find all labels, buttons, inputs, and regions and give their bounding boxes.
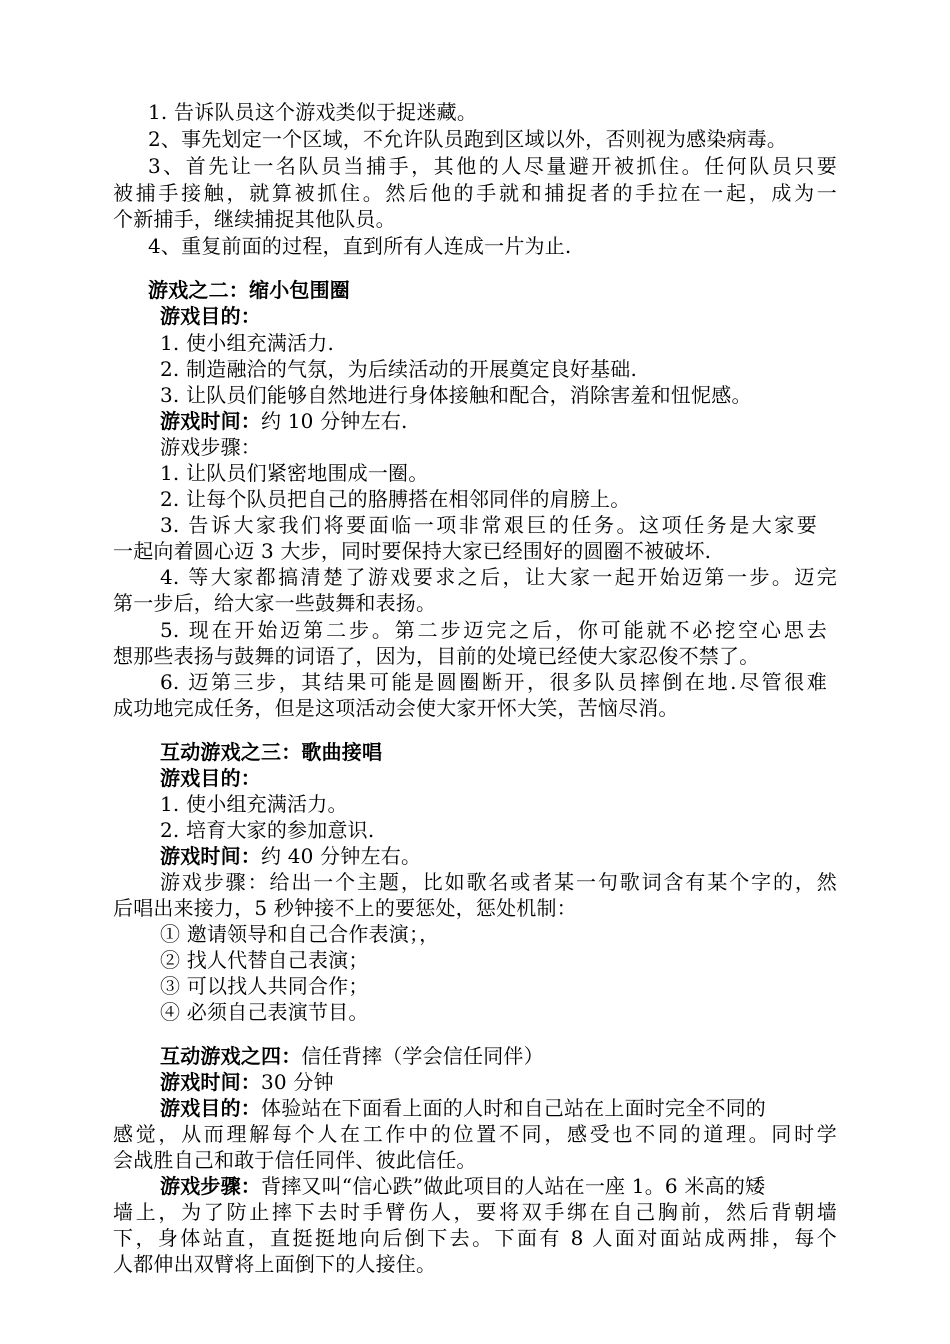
list-item: 5. 现在开始迈第二步。第二步迈完之后，你可能就不必挖空心思去: [160, 618, 827, 642]
paragraph-line: 人都伸出双臂将上面倒下的人接住。: [113, 1252, 437, 1276]
purpose-line: [160, 1095, 837, 1121]
heading-rest: 信任背摔（学会信任同伴）: [301, 1044, 544, 1068]
time-line: [160, 1069, 334, 1095]
steps-label: 游戏步骤：: [160, 435, 261, 459]
paragraph-line: 成功地完成任务，但是这项活动会使大家开怀大笑，苦恼尽消。: [113, 696, 679, 720]
list-item: 1. 使小组充满活力。: [160, 792, 348, 816]
paragraph-line: 感觉，从而理解每个人在工作中的位置不同，感受也不同的道理。同时学: [113, 1122, 837, 1146]
list-item: 2. 制造融洽的气氛，为后续活动的开展奠定良好基础.: [160, 357, 637, 381]
paragraph-line: 后唱出来接力，5 秒钟接不上的要惩处，惩处机制：: [113, 896, 577, 920]
purpose-label: 游戏目的：: [160, 304, 261, 328]
list-item: 4. 等大家都搞清楚了游戏要求之后，让大家一起开始迈第一步。迈完: [160, 565, 837, 589]
paragraph-line: 1. 告诉队员这个游戏类似于捉迷藏。: [148, 100, 478, 124]
list-item: 1. 使小组充满活力.: [160, 331, 334, 355]
paragraph-line: 被捕手接触，就算被抓住。然后他的手就和捕捉者的手拉在一起，成为一: [113, 181, 837, 205]
time-line: [160, 408, 408, 434]
paragraph-line: 会战胜自己和敢于信任同伴、彼此信任。: [113, 1148, 477, 1172]
purpose-text: 体验站在下面看上面的人时和自己站在上面时完全不同的: [261, 1096, 766, 1120]
time-value: 30 分钟: [261, 1070, 334, 1094]
paragraph-line: 第一步后，给大家一些鼓舞和表扬。: [113, 591, 437, 615]
steps-text: 背摔又叫“信心跌”做此项目的人站在一座 1。6 米高的矮: [261, 1174, 766, 1198]
paragraph-line: 一起向着圆心迈 3 大步，同时要保持大家已经围好的圆圈不被破坏.: [113, 539, 712, 563]
list-item: 2. 让每个队员把自己的胳膊搭在相邻同伴的肩膀上。: [160, 487, 631, 511]
section-heading: 互动游戏之三：歌曲接唱: [160, 740, 383, 764]
section-heading: 游戏之二：缩小包围圈: [148, 278, 350, 302]
list-item: ④ 必须自己表演节目。: [160, 1000, 369, 1024]
heading-bold: 互动游戏之四：: [160, 1044, 302, 1068]
steps-line: [160, 1173, 765, 1199]
list-item: 3. 告诉大家我们将要面临一项非常艰巨的任务。这项任务是大家要: [160, 513, 817, 537]
time-label: 游戏时间：: [160, 1070, 261, 1094]
list-item: 2. 培育大家的参加意识.: [160, 818, 375, 842]
purpose-label: 游戏目的：: [160, 1096, 261, 1120]
time-label: 游戏时间：: [160, 844, 261, 868]
list-item: ① 邀请领导和自己合作表演；，: [160, 922, 440, 946]
paragraph-line: 2、事先划定一个区域，不允许队员跑到区域以外，否则视为感染病毒。: [148, 127, 788, 151]
paragraph-line: 3、首先让一名队员当捕手，其他的人尽量避开被抓住。任何队员只要: [148, 154, 837, 178]
time-line: [160, 843, 421, 869]
paragraph-line: 想那些表扬与鼓舞的词语了，因为，目前的处境已经使大家忍俊不禁了。: [113, 644, 760, 668]
time-value: 约 10 分钟左右.: [261, 409, 408, 433]
paragraph-line: 4、重复前面的过程，直到所有人连成一片为止.: [148, 234, 572, 258]
steps-label: 游戏步骤：: [160, 1174, 261, 1198]
list-item: ③ 可以找人共同合作；: [160, 974, 369, 998]
steps-line: 游戏步骤：给出一个主题，比如歌名或者某一句歌词含有某个字的，然: [160, 870, 837, 894]
list-item: 6. 迈第三步，其结果可能是圆圈断开，很多队员摔倒在地.尽管很难: [160, 670, 827, 694]
paragraph-line: 个新捕手，继续捕捉其他队员。: [113, 207, 396, 231]
time-value: 约 40 分钟左右。: [261, 844, 422, 868]
paragraph-line: 下，身体站直，直挺挺地向后倒下去。下面有 8 人面对面站成两排，每个: [113, 1226, 837, 1250]
list-item: 3. 让队员们能够自然地进行身体接触和配合，消除害羞和忸怩感。: [160, 383, 752, 407]
list-item: 1. 让队员们紧密地围成一圈。: [160, 461, 429, 485]
purpose-label: 游戏目的：: [160, 766, 261, 790]
time-label: 游戏时间：: [160, 409, 261, 433]
paragraph-line: 墙上，为了防止摔下去时手臂伤人，要将双手绑在自己胸前，然后背朝墙: [113, 1200, 837, 1224]
list-item: ② 找人代替自己表演；: [160, 948, 369, 972]
section-heading: [160, 1043, 544, 1069]
